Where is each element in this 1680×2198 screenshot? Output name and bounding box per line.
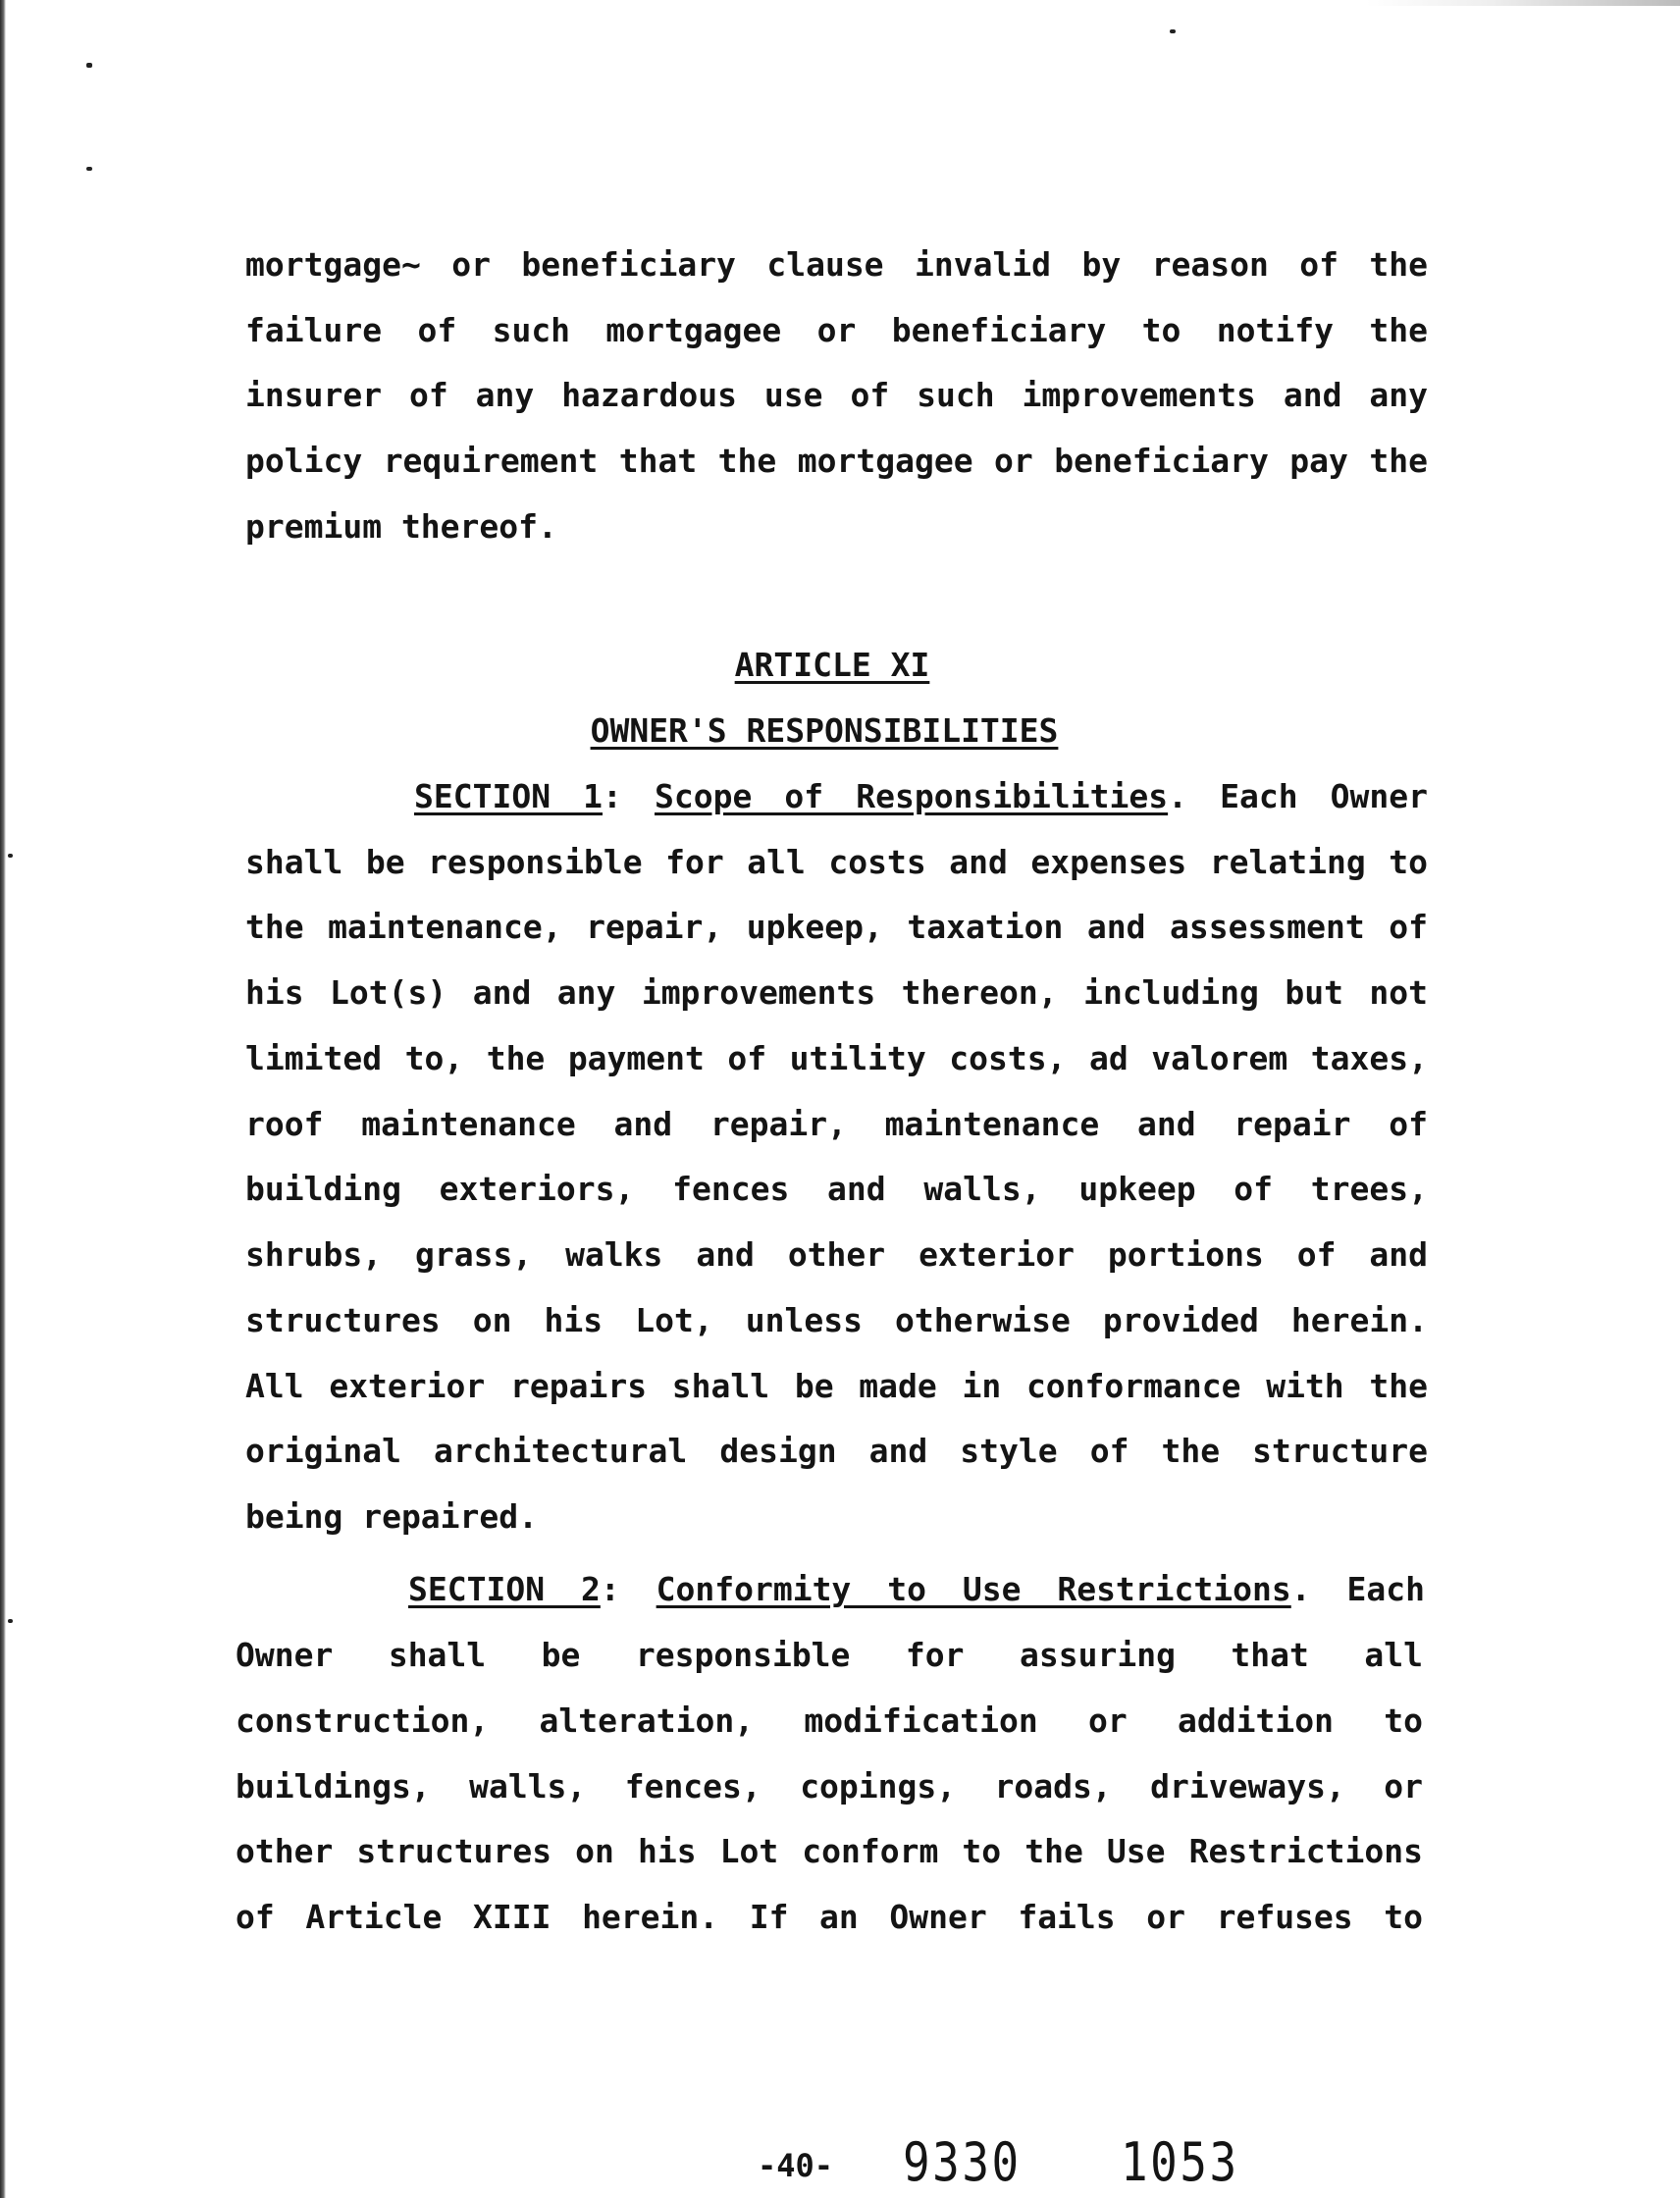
- article-heading: ARTICLE XI: [734, 646, 930, 684]
- body-line: mortgage~ or beneficiary clause invalid by reason of the: [245, 245, 1428, 284]
- scan-mark: [1366, 0, 1680, 6]
- body-line: roof maintenance and repair, maintenance and repair of: [245, 1105, 1428, 1143]
- section-2-title: Conformity to Use Restrictions: [656, 1570, 1291, 1608]
- record-page-number: 1053: [1121, 2131, 1239, 2193]
- record-book-number: 9330: [903, 2131, 1022, 2193]
- body-line: structures on his Lot, unless otherwise provided herein.: [245, 1301, 1428, 1339]
- scan-speck: [86, 63, 92, 68]
- body-line: limited to, the payment of utility costs, ad valorem taxes,: [245, 1039, 1428, 1077]
- section-2-heading-line: [408, 1570, 1425, 1609]
- section-2-first-line-rest: Each: [1346, 1570, 1426, 1608]
- section-2-label: SECTION 2: [408, 1570, 601, 1608]
- body-line: of Article XIII herein. If an Owner fails or refuses to: [236, 1898, 1423, 1936]
- body-line: construction, alteration, modification or addition to: [236, 1701, 1423, 1740]
- body-line: his Lot(s) and any improvements thereon, including but not: [245, 973, 1428, 1012]
- scan-speck: [8, 854, 13, 858]
- section-1-first-line-rest: Each Owner: [1220, 777, 1428, 815]
- section-1-title-end: .: [1168, 777, 1187, 815]
- body-line: the maintenance, repair, upkeep, taxation and assessment of: [245, 908, 1428, 946]
- scan-speck: [86, 167, 92, 171]
- scan-edge: [0, 0, 6, 2198]
- section-1-heading-line: [414, 777, 1428, 816]
- section-1-title: Scope of Responsibilities: [655, 777, 1169, 815]
- body-line: shall be responsible for all costs and expenses relating to: [245, 843, 1428, 881]
- body-line: premium thereof.: [245, 507, 557, 546]
- body-line: shrubs, grass, walks and other exterior portions of and: [245, 1235, 1428, 1274]
- body-line: buildings, walls, fences, copings, roads, driveways, or: [236, 1767, 1423, 1806]
- body-line: policy requirement that the mortgagee or beneficiary pay the: [245, 442, 1428, 480]
- body-line: failure of such mortgagee or beneficiary to notify the: [245, 311, 1428, 349]
- body-line: other structures on his Lot conform to the Use Restrictions: [236, 1832, 1423, 1870]
- body-line: All exterior repairs shall be made in conformance with the: [245, 1367, 1428, 1405]
- section-2-title-end: .: [1290, 1570, 1311, 1608]
- section-2-colon: :: [600, 1570, 620, 1608]
- scan-speck: [8, 1619, 13, 1623]
- section-1-colon: :: [603, 777, 622, 815]
- body-line: insurer of any hazardous use of such improvements and any: [245, 376, 1428, 414]
- body-line: original architectural design and style of the structure: [245, 1432, 1428, 1470]
- body-line: building exteriors, fences and walls, upkeep of trees,: [245, 1170, 1428, 1208]
- article-subheading: OWNER'S RESPONSIBILITIES: [590, 711, 1059, 750]
- page-number: -40-: [758, 2147, 834, 2184]
- body-line: Owner shall be responsible for assuring that all: [236, 1636, 1423, 1674]
- scan-speck: [1170, 29, 1176, 33]
- body-line: being repaired.: [245, 1497, 539, 1536]
- section-1-label: SECTION 1: [414, 777, 604, 815]
